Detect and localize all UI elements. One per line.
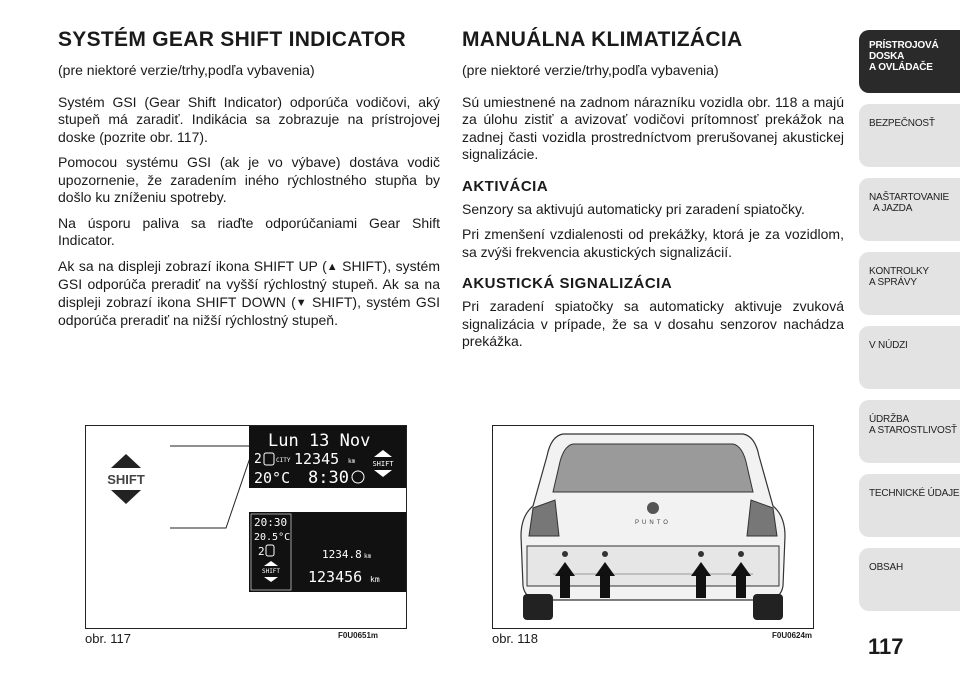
section-subtitle: (pre niektoré verzie/trhy,podľa vybavenia) — [462, 62, 719, 78]
shift-label: SHIFT — [107, 472, 145, 487]
display-temp-small: 20.5°C — [254, 532, 291, 543]
display-clock: 8:30 — [308, 468, 349, 488]
display-odometer-big: 123456 — [308, 568, 363, 586]
left-wheel — [523, 594, 553, 620]
display-shift-label: SHIFT — [372, 460, 394, 468]
tab-pristrojova-doska[interactable]: PRÍSTROJOVÁ DOSKA A OVLÁDAČE — [859, 30, 960, 93]
display-km: km — [348, 458, 356, 465]
rear-window — [553, 444, 753, 492]
heading-activation: AKTIVÁCIA — [462, 177, 549, 195]
display-trip-km: km — [364, 553, 372, 560]
shift-up-arrow-icon — [111, 454, 141, 468]
paragraph: Sú umiestnené na zadnom nárazníku vozidla obr. 118 a majú za úlohu zistiť a avizovať vodičovi prítomnosť prekážok na zadnej časti vozidla prostredníctvom prerušovanej akustickej signalizácie. — [462, 93, 844, 162]
model-badge: PUNTO — [635, 520, 671, 526]
right-column — [462, 28, 844, 359]
right-wheel — [753, 594, 783, 620]
display-date: Lun 13 Nov — [268, 431, 371, 451]
tab-nastartovanie[interactable]: NAŠTARTOVANIE A JAZDA — [859, 178, 960, 241]
heading-acoustic: AKUSTICKÁ SIGNALIZÁCIA — [462, 275, 673, 292]
paragraph: Systém GSI (Gear Shift Indicator) odporúča vodičovi, aký stupeň má zaradiť. Indikácia sa zobrazuje na prístrojovej doske (pozrite obr. 117). — [58, 93, 440, 145]
triangle-up-icon: ▲ — [326, 260, 338, 273]
paragraph-shift: Ak sa na displeji zobrazí ikona SHIFT UP (▲ SHIFT), systém GSI odporúča preradiť na vyšší rýchlostný stupeň. Ak sa na displeji zobrazí ikona SHIFT DOWN (▼ SHIFT), systém GSI odporúča preradiť na nižší rýchlostný stupeň. — [58, 257, 440, 328]
paragraph: Pri zmenšení vzdialenosti od prekážky, ktorá je za vozidlom, sa zvýši frekvencia akustických signalizácií. — [462, 226, 844, 260]
display-gear-small: 2 — [258, 545, 265, 558]
tab-udrzba[interactable]: ÚDRŽBA A STAROSTLIVOSŤ — [859, 400, 960, 463]
section-subtitle: (pre niektoré verzie/trhy,podľa vybavenia) — [58, 62, 315, 78]
display-odometer-km: km — [370, 575, 380, 584]
tab-bezpecnost[interactable]: BEZPEČNOSŤ — [859, 104, 960, 167]
chapter-sidebar — [859, 30, 960, 622]
parking-sensor-3 — [698, 551, 704, 557]
paragraph: Pri zaradení spiatočky sa automaticky aktivuje zvuková signalizácia v prípade, že sa v dosahu senzorov nachádza prekážka. — [462, 298, 844, 349]
figure-117-caption: obr. 117 — [85, 631, 132, 646]
triangle-down-icon: ▼ — [295, 296, 307, 309]
brand-logo-icon — [647, 502, 659, 514]
parking-sensor-1 — [562, 551, 568, 557]
display-time-small: 20:30 — [254, 516, 288, 529]
paragraph: Senzory sa aktivujú automaticky pri zaradení spiatočky. — [462, 200, 805, 217]
tab-v-nudzi[interactable]: V NÚDZI — [859, 326, 960, 389]
figure-118 — [492, 425, 814, 629]
paragraph: Pomocou systému GSI (ak je vo výbave) dostáva vodič upozornenie, že zaradením iného rýchlostného stupňa by došlo ku zníženiu spotreby. — [58, 154, 440, 205]
display-odometer: 12345 — [294, 450, 340, 468]
tab-technicke-udaje[interactable]: TECHNICKÉ ÚDAJE — [859, 474, 960, 537]
car-rear-illustration — [493, 426, 813, 628]
callout-line — [170, 446, 254, 528]
figure-117-code: F0U0651m — [338, 631, 379, 640]
tab-obsah[interactable]: OBSAH — [859, 548, 960, 611]
paragraph: Na úsporu paliva sa riaďte odporúčaniami Gear Shift Indicator. — [58, 214, 440, 248]
page-number: 117 — [868, 634, 904, 659]
figure-118-caption: obr. 118 — [492, 631, 539, 646]
instrument-display-illustration — [86, 426, 406, 628]
section-title-climate: MANUÁLNA KLIMATIZÁCIA — [462, 28, 743, 51]
figure-118-code: F0U0624m — [772, 631, 813, 640]
figure-117 — [85, 425, 407, 629]
shift-down-arrow-icon — [111, 490, 141, 504]
display-city: CITY — [276, 457, 291, 464]
display-gear: 2 — [254, 452, 262, 467]
parking-sensor-2 — [602, 551, 608, 557]
section-title-gsi: SYSTÉM GEAR SHIFT INDICATOR — [58, 28, 407, 51]
tab-kontrolky[interactable]: KONTROLKY A SPRÁVY — [859, 252, 960, 315]
parking-sensor-4 — [738, 551, 744, 557]
left-column — [58, 28, 440, 338]
display-small-shift-label: SHIFT — [261, 568, 281, 575]
display-trip: 1234.8 — [322, 548, 362, 561]
display-temperature: 20°C — [254, 469, 291, 487]
